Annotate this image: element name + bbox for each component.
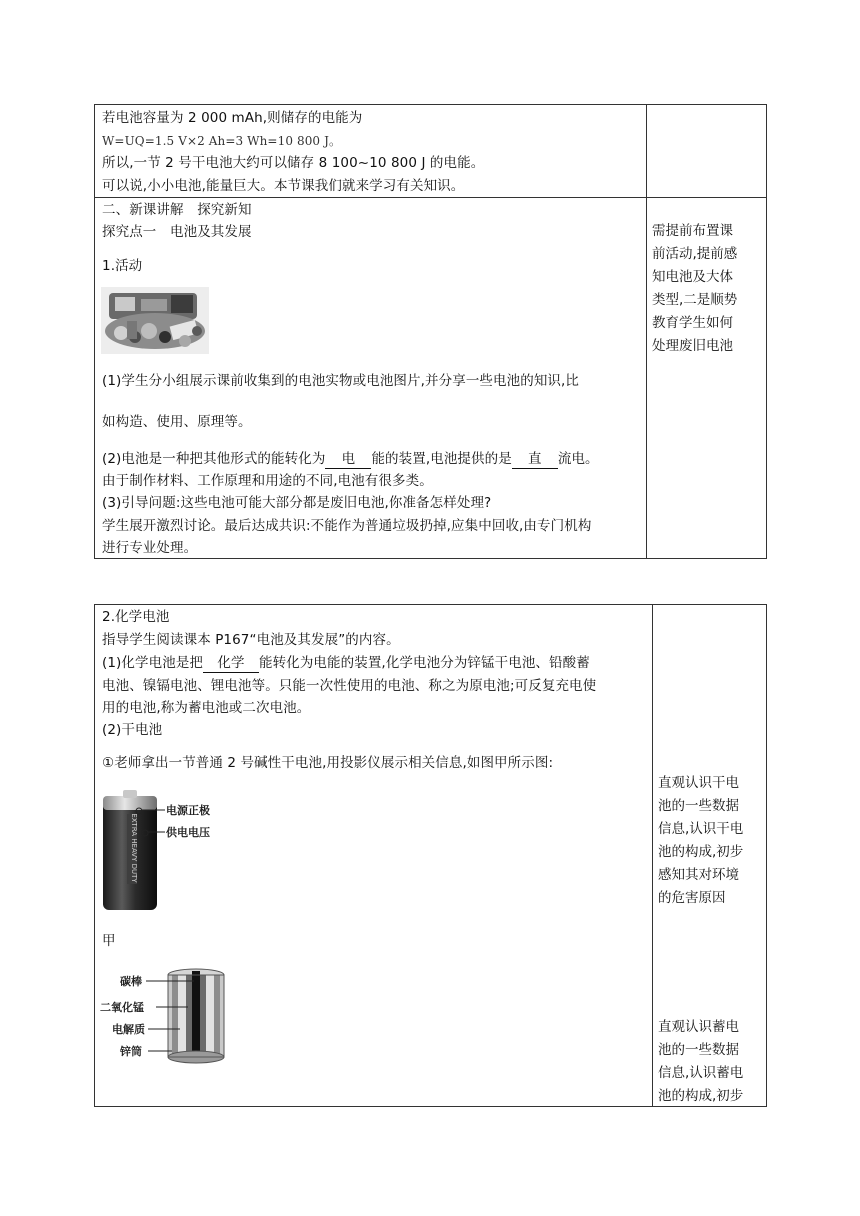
figure-caption: 甲 bbox=[102, 933, 116, 949]
side-note-line: 池的构成,初步 bbox=[658, 844, 744, 860]
paragraph-2-text: (2)电池是一种把其他形式的能转化为 bbox=[102, 451, 326, 467]
intro-line: 若电池容量为 2 000 mAh,则储存的电能为 bbox=[102, 110, 363, 126]
chem-paragraph-text: (1)化学电池是把 bbox=[102, 655, 204, 671]
activity-heading: 1.活动 bbox=[102, 258, 143, 274]
paragraph-4: 学生展开激烈讨论。最后达成共识:不能作为普通垃圾扔掉,应集中回收,由专门机构 bbox=[102, 518, 592, 534]
side-note-line: 处理废旧电池 bbox=[652, 338, 733, 354]
side-note-line: 知电池及大体 bbox=[652, 269, 733, 285]
side-note-line: 信息,认识干电 bbox=[658, 821, 744, 837]
cross-section-label: 碳棒 bbox=[120, 975, 142, 988]
battery-collection-photo bbox=[101, 287, 209, 354]
battery-label: 电源正极 bbox=[166, 804, 210, 817]
side-note-line: 直观认识蓄电 bbox=[658, 1019, 739, 1035]
intro-line: 所以,一节 2 号干电池大约可以储存 8 100~10 800 J 的电能。 bbox=[102, 155, 485, 171]
intro-formula: W=UQ=1.5 V×2 Ah=3 Wh=10 800 J。 bbox=[102, 134, 342, 148]
chem-paragraph-1-cont: 电池、镍镉电池、锂电池等。只能一次性使用的电池、称之为原电池;可反复充电使 bbox=[102, 678, 597, 694]
paragraph-2-text: 能的装置,电池提供的是 bbox=[371, 451, 512, 467]
battery-cross-section-figure bbox=[98, 967, 228, 1067]
side-note-line: 教育学生如何 bbox=[652, 315, 733, 331]
explore-point-title: 探究点一 电池及其发展 bbox=[102, 224, 252, 240]
side-note-line: 信息,认识蓄电 bbox=[658, 1065, 744, 1081]
side-note-line: 的危害原因 bbox=[658, 890, 726, 906]
chemical-battery-heading: 2.化学电池 bbox=[102, 609, 170, 625]
side-note-line: 池的一些数据 bbox=[658, 798, 739, 814]
cross-section-label: 锌筒 bbox=[120, 1045, 142, 1058]
intro-line: 可以说,小小电池,能量巨大。本节课我们就来学习有关知识。 bbox=[102, 178, 465, 194]
column-divider bbox=[646, 105, 647, 558]
side-note-line: 类型,二是顺势 bbox=[652, 292, 738, 308]
paragraph-1-cont: 如构造、使用、原理等。 bbox=[102, 414, 252, 430]
paragraph-1: (1)学生分小组展示课前收集到的电池实物或电池图片,并分享一些电池的知识,比 bbox=[102, 373, 580, 389]
section-title: 二、新课讲解 探究新知 bbox=[102, 202, 252, 218]
side-note-line: 感知其对环境 bbox=[658, 867, 739, 883]
paragraph-4-cont: 进行专业处理。 bbox=[102, 540, 198, 556]
paragraph-2 bbox=[102, 448, 599, 470]
row-divider bbox=[646, 197, 766, 198]
side-note-line: 池的一些数据 bbox=[658, 1042, 739, 1058]
fill-blank: 直 bbox=[512, 450, 558, 469]
battery-label: 供电电压 bbox=[166, 826, 210, 839]
cross-section-label: 电解质 bbox=[112, 1023, 145, 1036]
teacher-demo-text: ①老师拿出一节普通 2 号碱性干电池,用投影仪展示相关信息,如图甲所示图: bbox=[102, 755, 554, 771]
svg-text:EXTRA HEAVY DUTY: EXTRA HEAVY DUTY bbox=[130, 813, 138, 883]
fill-blank: 电 bbox=[325, 450, 371, 469]
paragraph-2-cont: 由于制作材料、工作原理和用途的不同,电池有很多类。 bbox=[102, 473, 433, 489]
chem-paragraph-1-cont: 用的电池,称为蓄电池或二次电池。 bbox=[102, 700, 311, 716]
side-note-line: 需提前布置课 bbox=[652, 223, 733, 239]
battery-photo-figure bbox=[101, 788, 231, 912]
fill-blank: 化学 bbox=[203, 654, 259, 673]
reading-guide: 指导学生阅读课本 P167“电池及其发展”的内容。 bbox=[102, 632, 400, 648]
chem-paragraph-text: 能转化为电能的装置,化学电池分为锌锰干电池、铅酸蓄 bbox=[259, 655, 590, 671]
side-note-line: 直观认识干电 bbox=[658, 775, 739, 791]
side-note-line: 池的构成,初步 bbox=[658, 1088, 744, 1104]
cross-section-label: 二氧化锰 bbox=[100, 1001, 144, 1014]
column-divider bbox=[652, 605, 653, 1106]
row-divider bbox=[95, 197, 647, 198]
dry-battery-heading: (2)干电池 bbox=[102, 722, 163, 738]
chem-paragraph-1 bbox=[102, 652, 590, 674]
paragraph-3: (3)引导问题:这些电池可能大部分都是废旧电池,你准备怎样处理? bbox=[102, 495, 492, 511]
side-note-line: 前活动,提前感 bbox=[652, 246, 738, 262]
paragraph-2-text: 流电。 bbox=[557, 451, 599, 467]
